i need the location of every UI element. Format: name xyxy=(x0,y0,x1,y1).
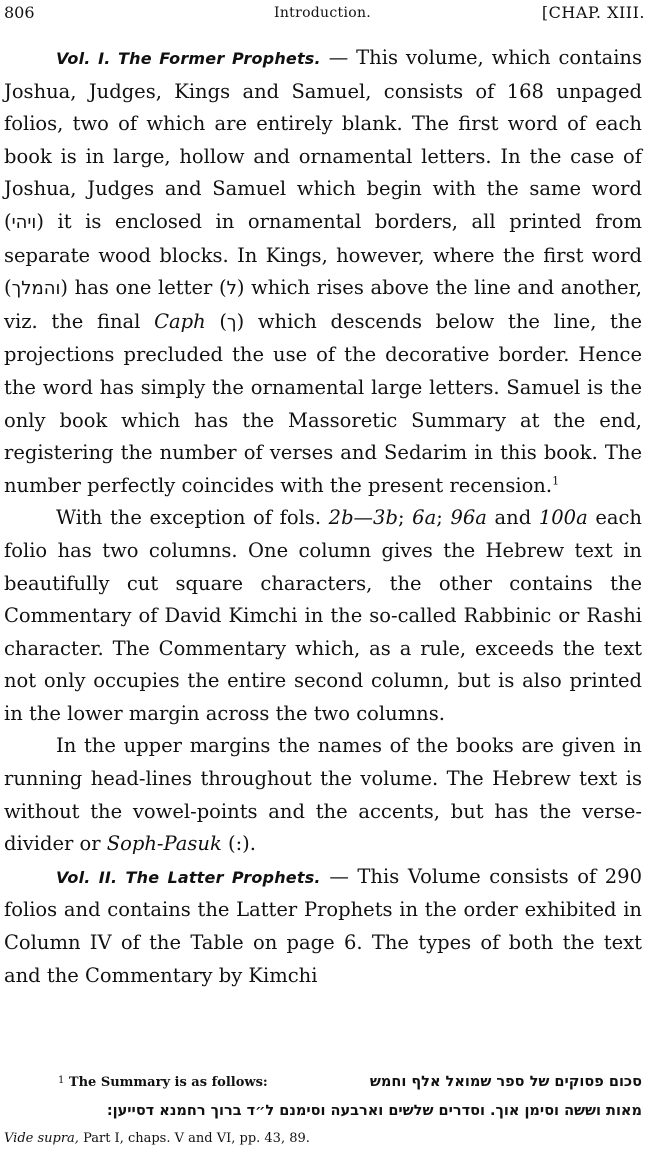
footnote-line-1 xyxy=(4,1067,642,1097)
folio-ref: 96a xyxy=(450,506,487,530)
vol-1-text-c: ) has one letter ( xyxy=(60,276,227,300)
folio-ref: 2b—3b xyxy=(328,506,398,530)
footnote-line-3 xyxy=(4,1125,642,1153)
footnote-hebrew-2: מאות וששה וסימן אוך. וסדרים שלשים וארבעה וסימנם ל״ד ברוך רחמנא דסייען: xyxy=(106,1103,642,1119)
hebrew-letter-final-caph: ך xyxy=(226,311,237,333)
margins-text-a: In the upper margins the names of the books are given in running head-lines throughout the volume. The Hebrew text is without the vowel-points and the accents, but has the verse-divider or xyxy=(4,734,642,856)
main-text xyxy=(4,42,642,992)
folio-sep: ; xyxy=(397,506,413,530)
page-number: 806 xyxy=(4,3,35,22)
hebrew-word-vayehi: ויהי xyxy=(11,211,37,233)
margins-text-b: (:). xyxy=(221,832,256,856)
paragraph-vol-2 xyxy=(4,861,642,992)
paragraph-vol-1 xyxy=(4,42,642,502)
vol-2-text: — This Volume consists of 290 folios and contains the Latter Prophets in the order exhibited in Column IV of the Table on page 6. The types of both the text and the Commentary by Kimchi xyxy=(4,864,642,987)
paragraph-folio-columns xyxy=(4,502,642,730)
footnote-number: 1 xyxy=(58,1075,65,1086)
vol-1-text-e: ( xyxy=(205,309,227,333)
footnote xyxy=(4,1067,642,1153)
chapter-label: [CHAP. XIII. xyxy=(541,3,645,22)
soph-pasuk-term: Soph-Pasuk xyxy=(106,832,222,856)
folio-text-b: each folio has two columns. One column gives the Hebrew text in beautifully cut square characters, the other contains the Commentary of David Kimchi in the so-called Rabbinic or Rashi character. The Commentary which, as a rule, exceeds the text not only occupies the entire second column, but is also printed in the lower margin across the two columns. xyxy=(4,506,642,725)
footnote-reference-text: Part I, chaps. V and VI, pp. 43, 89. xyxy=(78,1131,310,1146)
folio-sep: ; xyxy=(436,506,451,530)
vol-1-text-b: ) it is enclosed in ornamental borders, all printed from separate wood blocks. In Kings, however, where the first word ( xyxy=(4,209,642,300)
running-title: Introduction. xyxy=(274,5,372,21)
footnote-hebrew-1: סכום פסוקים של ספר שמואל אלף וחמש xyxy=(369,1074,642,1090)
footnote-lead xyxy=(4,1067,268,1097)
hebrew-word-vehamelech: והמלך xyxy=(11,278,61,300)
vide-supra: Vide supra, xyxy=(4,1131,79,1146)
footnote-lead-text: The Summary is as follows: xyxy=(64,1075,268,1090)
vol-1-text-d: ) which rises above the line and another, viz. the final xyxy=(4,276,642,333)
folio-text-a: With the exception of fols. xyxy=(56,506,329,530)
hebrew-letter-lamed: ל xyxy=(226,278,237,300)
vol-1-text-f: ) which descends below the line, the projections precluded the use of the decorative border. Hence the word has simply the ornamental large letters. Samuel is the only book which has the Massoretic Summary at the end, registering the number of verses and Sedarim in this book. The number perfectly coincides with the present recension. xyxy=(4,309,642,497)
running-header xyxy=(4,3,645,25)
vol-2-heading: Vol. II. The Latter Prophets. xyxy=(56,867,321,887)
paragraph-upper-margins xyxy=(4,730,642,860)
folio-ref: 100a xyxy=(538,506,588,530)
caph-term: Caph xyxy=(154,309,206,333)
vol-1-heading: Vol. I. The Former Prophets. xyxy=(56,49,321,68)
folio-sep: and xyxy=(486,506,539,530)
folio-ref: 6a xyxy=(412,506,437,530)
footnote-reference: 1 xyxy=(552,474,560,488)
vol-1-text-a: — This volume, which contains Joshua, Judges, Kings and Samuel, consists of 168 unpaged folios, two of which are entirely blank. The first word of each book is in large, hollow and ornamental letters. In the case of Joshua, Judges and Samuel which begin with the same word ( xyxy=(4,46,642,233)
